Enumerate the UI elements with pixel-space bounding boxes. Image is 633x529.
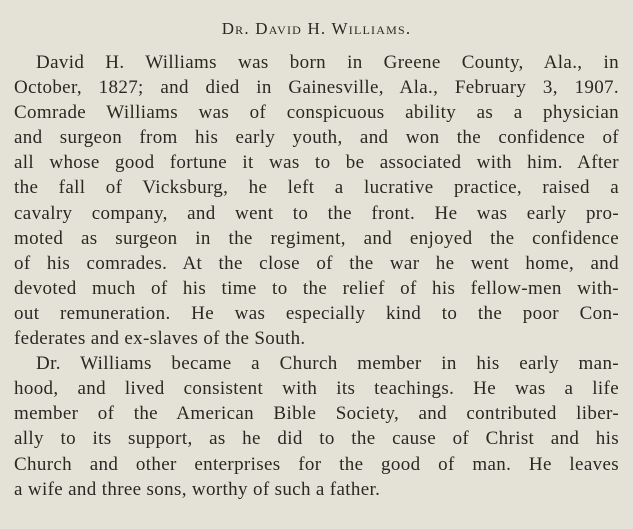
paragraph-2 (14, 351, 619, 502)
paragraph-1 (14, 50, 619, 351)
text-line: out remuneration. He was especially kind to the poor Con- (14, 302, 619, 324)
text-line: Church and other enterprises for the good of man. He leaves (14, 453, 619, 475)
text-line: ally to its support, as he did to the cause of Christ and his (14, 428, 619, 450)
text-line: Comrade Williams was of conspicuous ability as a physician (14, 102, 619, 124)
text-line: hood, and lived consistent with its teachings. He was a life (14, 378, 619, 400)
text-line: a wife and three sons, worthy of such a father. (14, 478, 381, 500)
article-title: Dr. David H. Williams. (221, 19, 412, 38)
text-line: October, 1827; and died in Gainesville, Ala., February 3, 1907. (14, 77, 619, 99)
text-line: moted as surgeon in the regiment, and enjoyed the confidence (14, 227, 619, 249)
text-line: Dr. Williams became a Church member in his early man- (36, 353, 619, 375)
text-line: David H. Williams was born in Greene County, Ala., in (36, 52, 619, 73)
text-line: all whose good fortune it was to be associated with him. After (14, 152, 619, 174)
text-line: the fall of Vicksburg, he left a lucrative practice, raised a (14, 177, 619, 199)
text-line: member of the American Bible Society, and contributed liber- (14, 403, 619, 425)
text-line: of his comrades. At the close of the war he went home, and (14, 252, 619, 274)
text-line: and surgeon from his early youth, and won the confidence of (14, 127, 619, 149)
text-line: cavalry company, and went to the front. He was early pro- (14, 202, 619, 224)
text-line: federates and ex-slaves of the South. (14, 328, 306, 350)
text-line: devoted much of his time to the relief of his fellow-men with- (14, 277, 619, 299)
